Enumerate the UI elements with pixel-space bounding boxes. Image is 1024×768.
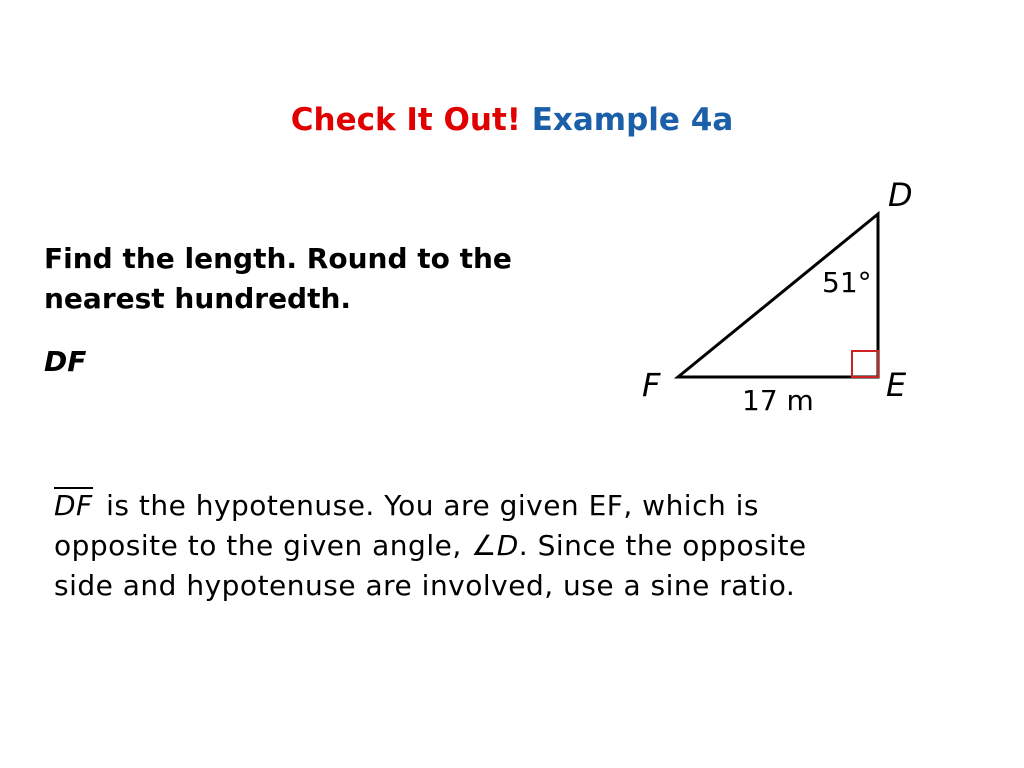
explanation-line-3: side and hypotenuse are involved, use a sine ratio. — [54, 569, 796, 602]
angle-symbol: ∠ — [471, 529, 497, 562]
prompt-line-2: nearest hundredth. — [44, 282, 352, 315]
side-length-label: 17 m — [742, 384, 814, 417]
prompt-line-1: Find the length. Round to the — [44, 242, 512, 275]
title-check-it-out: Check It Out! — [290, 102, 521, 138]
explanation-line-2 — [54, 526, 984, 566]
problem-prompt — [44, 239, 624, 319]
explanation-text — [54, 486, 984, 606]
right-angle-marker — [852, 351, 878, 377]
target-segment-label: DF — [44, 345, 87, 378]
vertex-label-d: D — [888, 176, 913, 214]
angle-label: 51° — [822, 266, 872, 299]
explanation-line-1 — [54, 486, 984, 526]
vertex-label-e: E — [886, 366, 907, 404]
title-example: Example 4a — [531, 102, 734, 138]
segment-df-overline: DF — [54, 489, 93, 522]
vertex-label-f: F — [642, 366, 661, 404]
explanation-line-2-before: opposite to the given angle, — [54, 529, 472, 562]
explanation-line-2-after: . Since the opposite — [518, 529, 807, 562]
explanation-line-1-text: is the hypotenuse. You are given EF, which is — [96, 489, 759, 522]
slide-title — [0, 100, 1024, 140]
right-triangle-figure — [630, 170, 930, 420]
angle-letter: D — [496, 529, 519, 562]
